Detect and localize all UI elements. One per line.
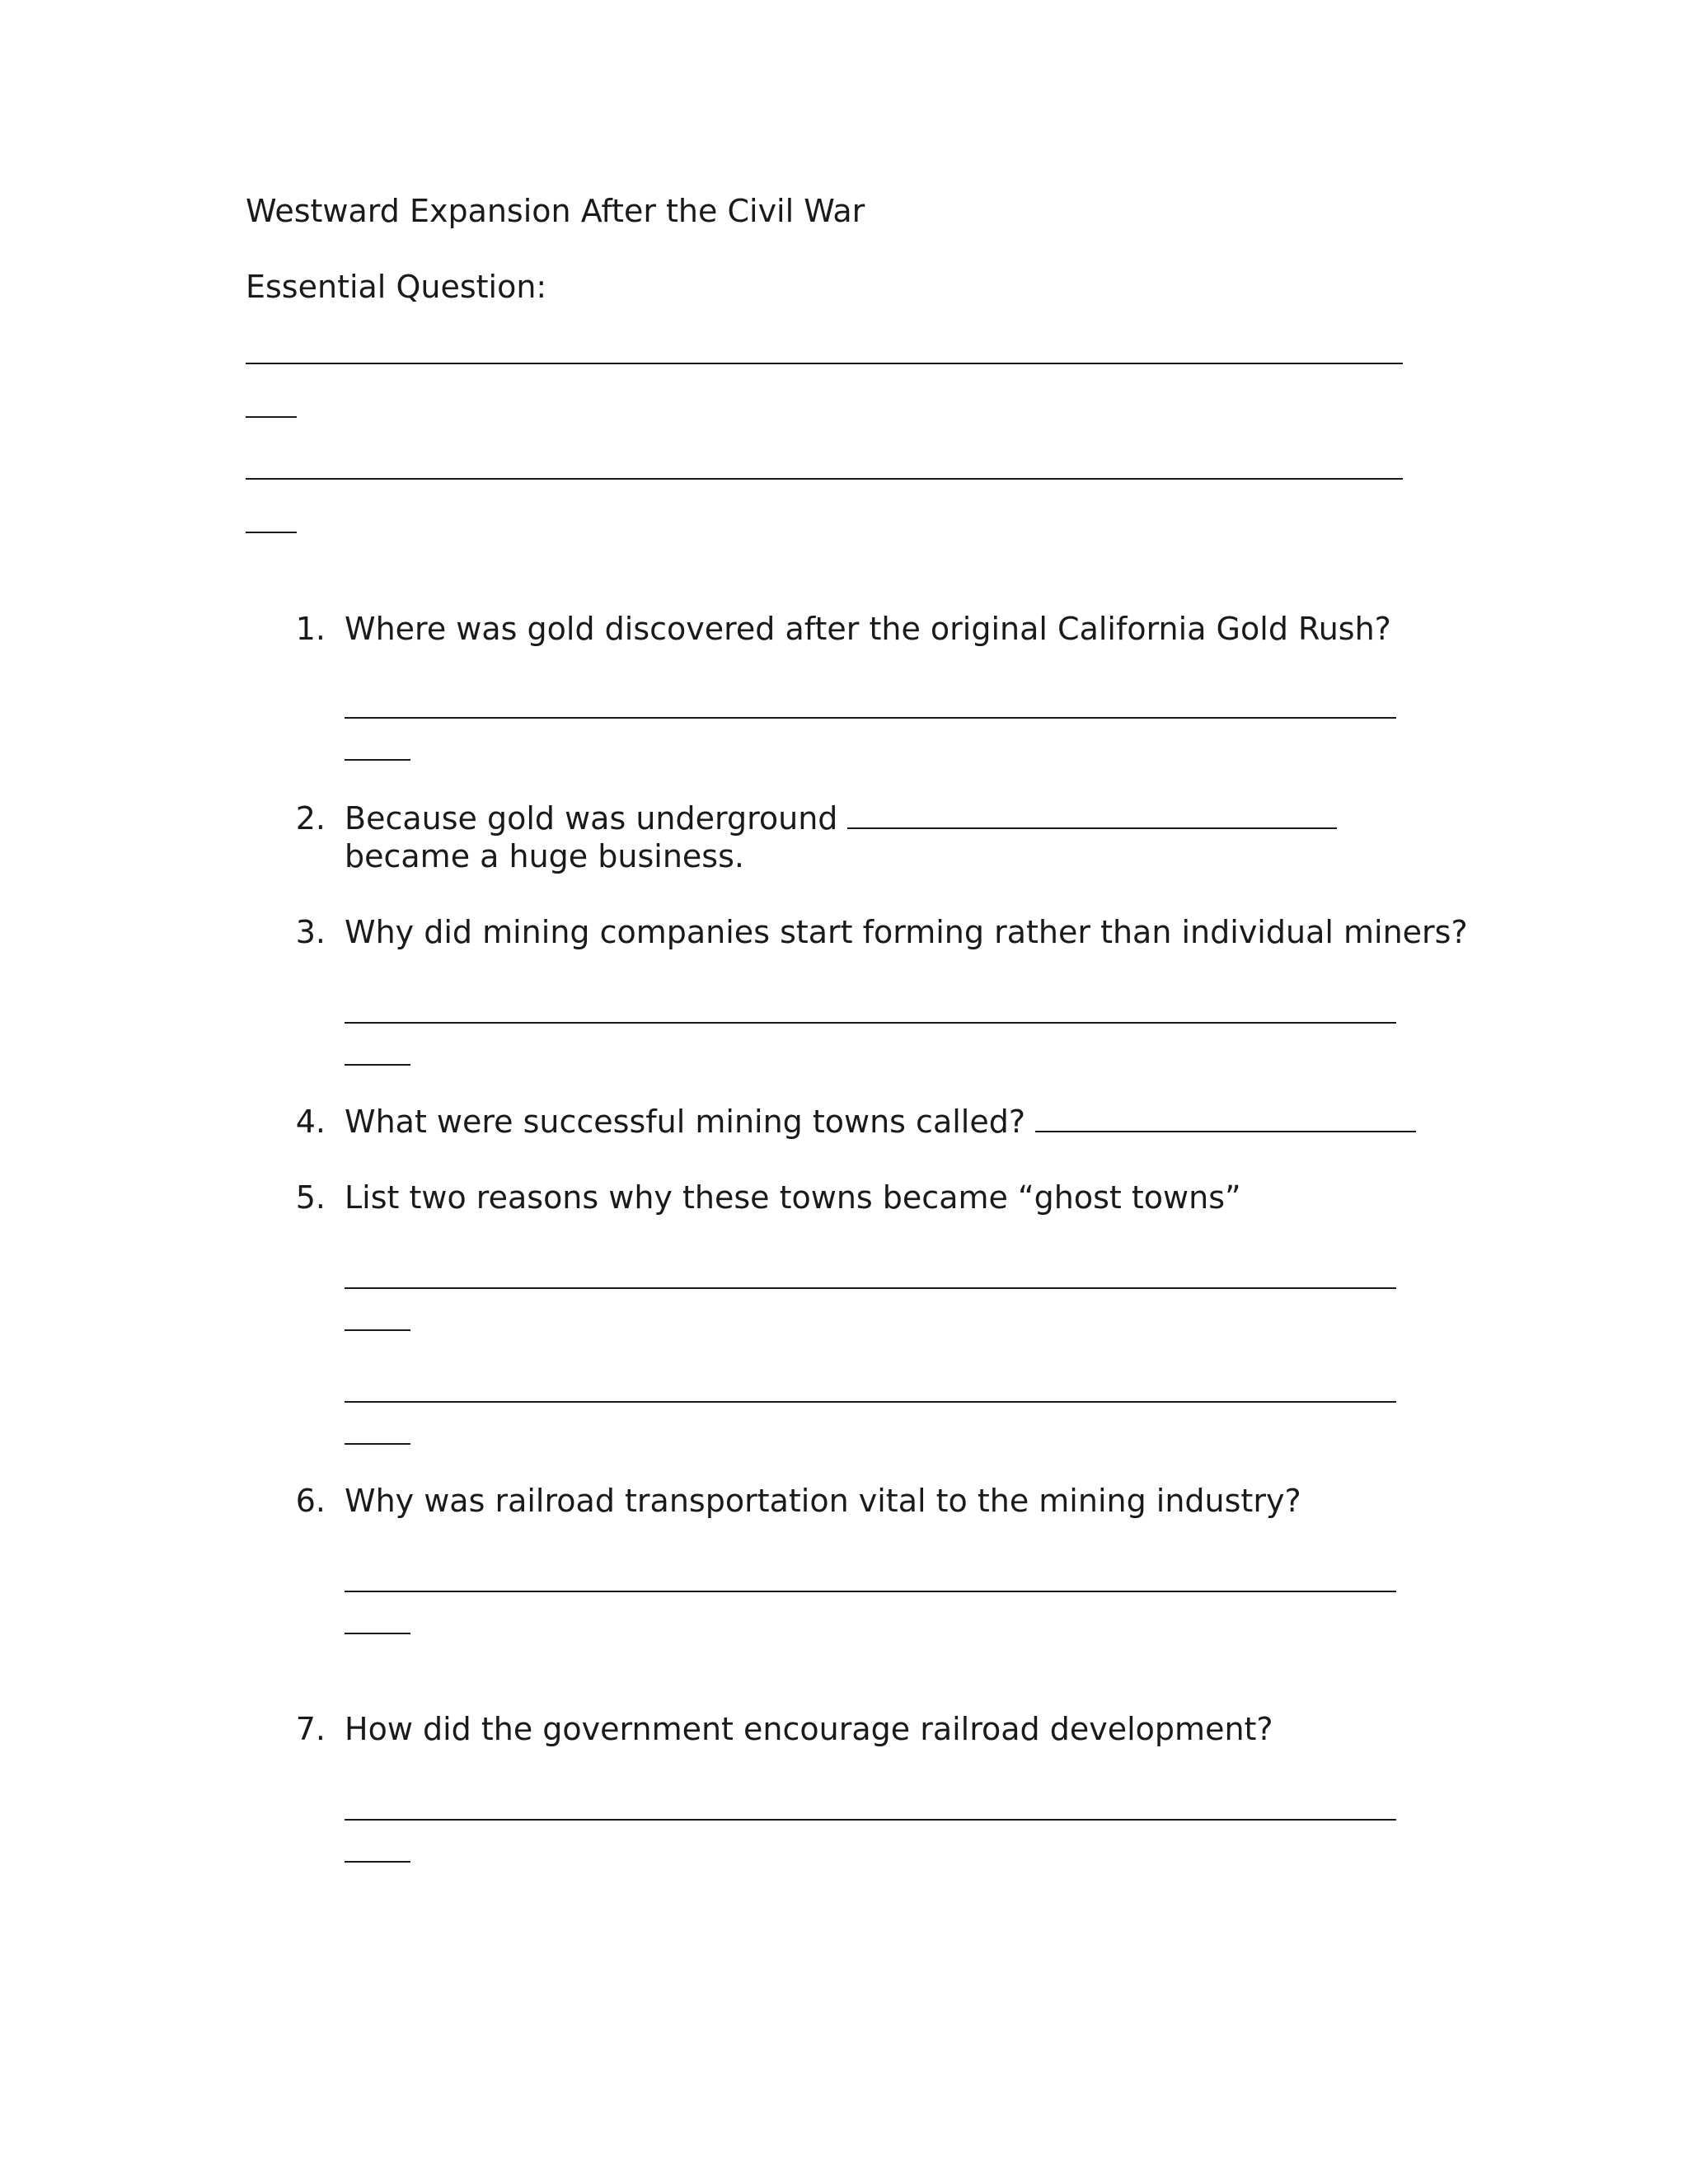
question-number: 5. xyxy=(295,1179,326,1216)
inline-answer-blank[interactable] xyxy=(847,799,1337,829)
page-title: Westward Expansion After the Civil War xyxy=(246,193,865,229)
inline-answer-blank[interactable] xyxy=(1035,1103,1416,1132)
question-text: Why was railroad transportation vital to the mining industry? xyxy=(345,1483,1301,1519)
question-number: 2. xyxy=(295,800,326,837)
answer-line-continuation[interactable] xyxy=(345,1861,410,1863)
answer-line-continuation[interactable] xyxy=(345,1443,410,1445)
question-text-before-blank: What were successful mining towns called? xyxy=(345,1104,1026,1140)
question-text-before-blank: Because gold was underground xyxy=(345,800,838,837)
answer-line[interactable] xyxy=(345,1591,1396,1592)
answer-line[interactable] xyxy=(345,717,1396,719)
answer-line-continuation[interactable] xyxy=(345,759,410,761)
essential-question-answer-line[interactable] xyxy=(246,478,1403,480)
question-number: 1. xyxy=(295,611,326,647)
answer-line-continuation[interactable] xyxy=(345,1329,410,1331)
answer-line[interactable] xyxy=(345,1819,1396,1821)
question-text xyxy=(345,1103,1416,1141)
answer-line[interactable] xyxy=(345,1022,1396,1024)
question-text: Where was gold discovered after the original California Gold Rush? xyxy=(345,611,1391,647)
answer-line[interactable] xyxy=(345,1287,1396,1289)
question-text: How did the government encourage railroad development? xyxy=(345,1711,1273,1747)
essential-question-answer-line-continuation[interactable] xyxy=(246,532,297,533)
question-number: 3. xyxy=(295,914,326,950)
question-text: Why did mining companies start forming rather than individual miners? xyxy=(345,914,1468,950)
answer-line-continuation[interactable] xyxy=(345,1064,410,1066)
essential-question-label: Essential Question: xyxy=(246,269,547,305)
question-number: 6. xyxy=(295,1483,326,1519)
answer-line-continuation[interactable] xyxy=(345,1633,410,1634)
question-text: List two reasons why these towns became “ghost towns” xyxy=(345,1179,1241,1216)
question-number: 4. xyxy=(295,1104,326,1140)
essential-question-answer-line-continuation[interactable] xyxy=(246,416,297,418)
answer-line[interactable] xyxy=(345,1401,1396,1403)
question-text xyxy=(345,799,1337,837)
question-number: 7. xyxy=(295,1711,326,1747)
question-text-after-blank: became a huge business. xyxy=(345,838,744,874)
essential-question-answer-line[interactable] xyxy=(246,363,1403,364)
